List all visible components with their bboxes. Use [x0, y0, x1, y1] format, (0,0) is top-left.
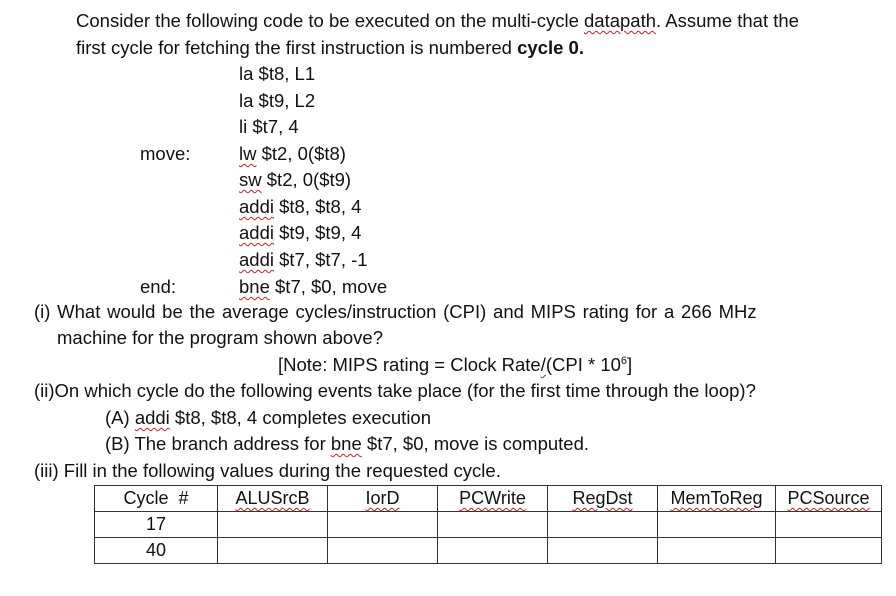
- code-line: sw $t2, 0($t9): [239, 169, 352, 190]
- blank-cell[interactable]: [658, 538, 776, 564]
- q2-line: (ii)On which cycle do the following events take place (for the first time through the loop)?: [34, 380, 756, 401]
- table-header-row: [95, 486, 882, 512]
- blank-cell[interactable]: [548, 538, 658, 564]
- header-regdst: RegDst: [548, 486, 658, 512]
- cycle-cell: 40: [95, 538, 218, 564]
- blank-cell[interactable]: [776, 538, 882, 564]
- q1-note: [Note: MIPS rating = Clock Rate/(CPI * $10^6$]: [278, 354, 633, 375]
- blank-cell[interactable]: [438, 512, 548, 538]
- label-move: move:: [140, 143, 191, 164]
- intro-line-1: [76, 8, 799, 34]
- blank-cell[interactable]: [218, 512, 328, 538]
- q2-item-b: (B) The branch address for bne $t7, $0, move is computed.: [105, 433, 590, 454]
- code-line: li $t7, 4: [239, 116, 299, 137]
- intro-line-2: [76, 35, 584, 61]
- q1-line-1: (i) What would be the average cycles/instruction (CPI) and MIPS rating for a 266 MHz: [34, 301, 757, 322]
- q1-line-2: machine for the program shown above?: [57, 327, 383, 348]
- header-pcwrite: PCWrite: [438, 486, 548, 512]
- blank-cell[interactable]: [328, 512, 438, 538]
- datapath-word: datapath: [584, 10, 657, 31]
- header-alusrcb: ALUSrcB: [218, 486, 328, 512]
- code-line: lw $t2, 0($t8): [239, 143, 346, 164]
- code-line: la $t9, L2: [239, 90, 316, 111]
- blank-cell[interactable]: [548, 512, 658, 538]
- q3-line: (iii) Fill in the following values during the requested cycle.: [34, 460, 501, 481]
- table-row: [95, 538, 882, 564]
- code-line: addi $t7, $t7, -1: [239, 249, 368, 270]
- cycle-zero: cycle 0.: [517, 37, 584, 58]
- intro-text-2: first cycle for fetching the first instruction is numbered: [76, 37, 518, 58]
- header-cycle: Cycle #: [95, 486, 218, 512]
- intro-text-end: . Assume that the: [656, 10, 799, 31]
- blank-cell[interactable]: [658, 512, 776, 538]
- code-line: la $t8, L1: [239, 63, 316, 84]
- cycle-cell: 17: [95, 512, 218, 538]
- blank-cell[interactable]: [328, 538, 438, 564]
- code-line: addi $t9, $t9, 4: [239, 222, 362, 243]
- values-table: [94, 485, 882, 564]
- code-line: addi $t8, $t8, 4: [239, 196, 362, 217]
- blank-cell[interactable]: [776, 512, 882, 538]
- code-line: bne $t7, $0, move: [239, 276, 388, 297]
- label-end: end:: [140, 276, 177, 297]
- header-pcsource: PCSource: [776, 486, 882, 512]
- header-iord: IorD: [328, 486, 438, 512]
- intro-text: Consider the following code to be executed on the multi-cycle: [76, 10, 585, 31]
- blank-cell[interactable]: [218, 538, 328, 564]
- table-row: [95, 512, 882, 538]
- q2-item-a: (A) addi $t8, $t8, 4 completes execution: [105, 407, 432, 428]
- blank-cell[interactable]: [438, 538, 548, 564]
- header-memtoreg: MemToReg: [658, 486, 776, 512]
